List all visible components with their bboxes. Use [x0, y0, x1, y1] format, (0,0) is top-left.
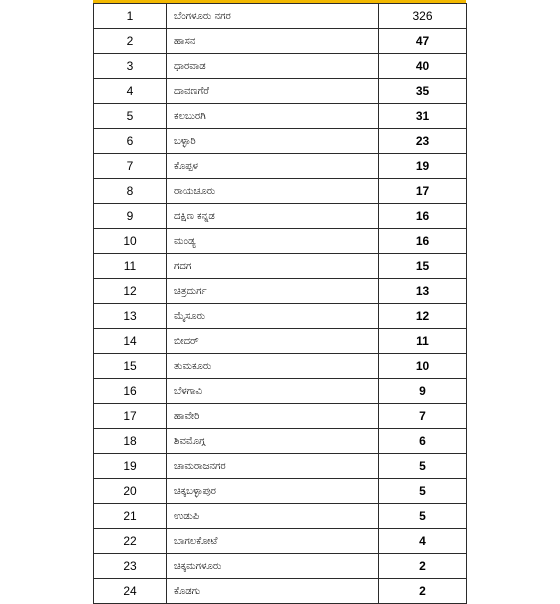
table-row	[94, 554, 467, 579]
case-count: 23	[379, 129, 467, 154]
row-number: 2	[94, 29, 167, 54]
case-count: 5	[379, 454, 467, 479]
row-number: 8	[94, 179, 167, 204]
district-name: ಬಾಗಲಕೋಟೆ	[167, 529, 379, 554]
case-count: 10	[379, 354, 467, 379]
case-count: 35	[379, 79, 467, 104]
case-count: 19	[379, 154, 467, 179]
case-count: 7	[379, 404, 467, 429]
district-name: ಕೊಡಗು	[167, 579, 379, 604]
row-number: 24	[94, 579, 167, 604]
table-row	[94, 304, 467, 329]
table-row	[94, 204, 467, 229]
district-name: ಬೆಳಗಾವಿ	[167, 379, 379, 404]
table-row	[94, 279, 467, 304]
case-count: 2	[379, 554, 467, 579]
district-name: ಬೆಂಗಳೂರು ನಗರ	[167, 4, 379, 29]
district-name: ಮಂಡ್ಯ	[167, 229, 379, 254]
district-name: ಚಿಕ್ಕಬಳ್ಳಾಪುರ	[167, 479, 379, 504]
district-name: ಚಾಮರಾಜನಗರ	[167, 454, 379, 479]
row-number: 1	[94, 4, 167, 29]
table-row	[94, 79, 467, 104]
row-number: 3	[94, 54, 167, 79]
table-row	[94, 379, 467, 404]
case-count: 5	[379, 479, 467, 504]
case-count: 16	[379, 229, 467, 254]
district-name: ಗದಗ	[167, 254, 379, 279]
row-number: 17	[94, 404, 167, 429]
table-row	[94, 129, 467, 154]
table-row	[94, 4, 467, 29]
district-name: ಚಿತ್ರದುರ್ಗ	[167, 279, 379, 304]
row-number: 23	[94, 554, 167, 579]
table-row	[94, 179, 467, 204]
table-row	[94, 229, 467, 254]
case-count: 12	[379, 304, 467, 329]
case-count: 40	[379, 54, 467, 79]
table-row	[94, 54, 467, 79]
district-name: ಶಿವಮೊಗ್ಗ	[167, 429, 379, 454]
district-name: ಬೀದರ್	[167, 329, 379, 354]
district-name: ಬಳ್ಳಾರಿ	[167, 129, 379, 154]
row-number: 21	[94, 504, 167, 529]
case-count: 2	[379, 579, 467, 604]
table-row	[94, 29, 467, 54]
row-number: 22	[94, 529, 167, 554]
case-count: 17	[379, 179, 467, 204]
row-number: 19	[94, 454, 167, 479]
district-name: ಉಡುಪಿ	[167, 504, 379, 529]
row-number: 9	[94, 204, 167, 229]
table-row	[94, 454, 467, 479]
row-number: 20	[94, 479, 167, 504]
row-number: 4	[94, 79, 167, 104]
district-name: ಕೊಪ್ಪಳ	[167, 154, 379, 179]
case-count: 326	[379, 4, 467, 29]
case-count: 4	[379, 529, 467, 554]
row-number: 16	[94, 379, 167, 404]
table-row	[94, 104, 467, 129]
district-name: ರಾಯಚೂರು	[167, 179, 379, 204]
case-count: 9	[379, 379, 467, 404]
case-count: 15	[379, 254, 467, 279]
case-count: 6	[379, 429, 467, 454]
table-row	[94, 354, 467, 379]
row-number: 13	[94, 304, 167, 329]
row-number: 11	[94, 254, 167, 279]
table-row	[94, 504, 467, 529]
district-name: ಹಾವೇರಿ	[167, 404, 379, 429]
table-row	[94, 479, 467, 504]
district-name: ತುಮಕೂರು	[167, 354, 379, 379]
table-row	[94, 254, 467, 279]
row-number: 6	[94, 129, 167, 154]
district-name: ಕಲಬುರಗಿ	[167, 104, 379, 129]
row-number: 12	[94, 279, 167, 304]
row-number: 15	[94, 354, 167, 379]
district-name: ಧಾರವಾಡ	[167, 54, 379, 79]
case-count: 5	[379, 504, 467, 529]
district-name: ಮೈಸೂರು	[167, 304, 379, 329]
table-body	[94, 4, 467, 604]
case-count: 47	[379, 29, 467, 54]
table-row	[94, 329, 467, 354]
case-count: 31	[379, 104, 467, 129]
district-name: ಹಾಸನ	[167, 29, 379, 54]
row-number: 10	[94, 229, 167, 254]
district-cases-table	[93, 3, 467, 604]
case-count: 16	[379, 204, 467, 229]
district-name: ದಾವಣಗೆರೆ	[167, 79, 379, 104]
case-count: 11	[379, 329, 467, 354]
table-row	[94, 154, 467, 179]
table-row	[94, 404, 467, 429]
table-row	[94, 429, 467, 454]
table-row	[94, 529, 467, 554]
district-name: ದಕ್ಷಿಣ ಕನ್ನಡ	[167, 204, 379, 229]
district-name: ಚಿಕ್ಕಮಗಳೂರು	[167, 554, 379, 579]
row-number: 14	[94, 329, 167, 354]
row-number: 5	[94, 104, 167, 129]
row-number: 7	[94, 154, 167, 179]
case-count: 13	[379, 279, 467, 304]
row-number: 18	[94, 429, 167, 454]
